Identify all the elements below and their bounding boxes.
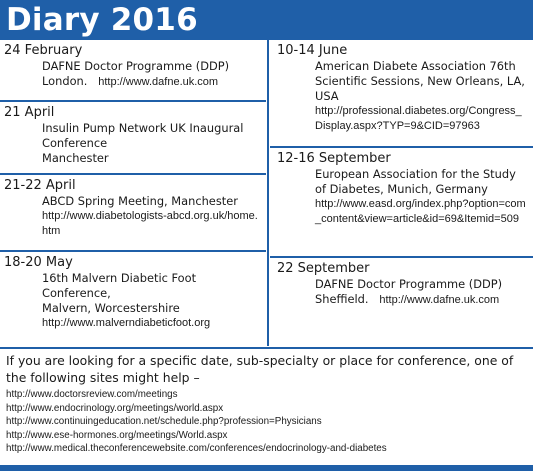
event-entry xyxy=(270,40,533,148)
event-entry xyxy=(0,102,266,175)
event-url[interactable]: http://www.dafne.uk.com xyxy=(98,76,219,88)
footer-bar xyxy=(0,465,533,471)
event-date: 24 February xyxy=(4,43,83,58)
event-name: European Association for the Study of Diabetes, Munich, Germany xyxy=(315,167,516,196)
right-column xyxy=(270,40,533,338)
event-location: Manchester xyxy=(42,151,109,165)
event-date: 10-14 June xyxy=(277,43,348,58)
site-link[interactable]: http://www.continuingeducation.net/schedule.php?profession=Physicians xyxy=(6,416,322,427)
event-date: 18-20 May xyxy=(4,255,73,270)
event-name: DAFNE Doctor Programme (DDP) xyxy=(315,277,503,291)
event-location-url xyxy=(42,74,262,90)
event-date: 21 April xyxy=(4,105,55,120)
event-location: London. xyxy=(42,74,88,88)
event-date: 22 September xyxy=(277,261,370,276)
event-location: Sheffield. xyxy=(315,292,369,306)
event-url[interactable]: http://professional.diabetes.org/Congress_Display.aspx?TYP=9&CID=97963 xyxy=(315,105,522,132)
site-link[interactable]: http://www.ese-hormones.org/meetings/World.aspx xyxy=(6,429,228,441)
column-divider xyxy=(267,40,269,346)
conference-sites-section xyxy=(0,347,533,471)
event-url[interactable]: http://www.easd.org/index.php?option=com_content&view=article&id=69&Itemid=509 xyxy=(315,198,526,225)
site-link[interactable]: http://www.medical.theconferencewebsite.com/conferences/endocrinology-and-diabetes xyxy=(6,443,387,454)
page-title: Diary 2016 xyxy=(6,2,198,38)
event-location: Malvern, Worcestershire xyxy=(42,301,180,315)
site-link[interactable]: http://www.endocrinology.org/meetings/world.aspx xyxy=(6,402,224,414)
event-entry xyxy=(270,148,533,258)
left-column xyxy=(0,40,266,344)
event-entry xyxy=(270,258,533,338)
sites-intro: If you are looking for a specific date, sub-specialty or place for conference, one of the following sites might help – xyxy=(6,353,514,385)
event-name: 16th Malvern Diabetic Foot Conference, xyxy=(42,271,197,300)
event-name: DAFNE Doctor Programme (DDP) xyxy=(42,59,230,73)
event-name: ABCD Spring Meeting, Manchester xyxy=(42,194,238,208)
event-entry xyxy=(0,175,266,252)
event-name: American Diabete Association 76th Scientific Sessions, New Orleans, LA, USA xyxy=(315,59,525,103)
event-date: 12-16 September xyxy=(277,151,391,166)
event-name: Insulin Pump Network UK Inaugural Conference xyxy=(42,121,244,150)
event-url[interactable]: http://www.dafne.uk.com xyxy=(379,294,500,306)
event-entry xyxy=(0,40,266,102)
title-banner xyxy=(0,0,533,40)
site-link[interactable]: http://www.doctorsreview.com/meetings xyxy=(6,389,178,400)
event-url[interactable]: http://www.diabetologists-abcd.org.uk/home.htm xyxy=(42,210,258,237)
event-entry xyxy=(0,252,266,344)
event-location-url xyxy=(315,292,529,308)
event-url[interactable]: http://www.malverndiabeticfoot.org xyxy=(42,317,211,329)
event-date: 21-22 April xyxy=(4,178,76,193)
